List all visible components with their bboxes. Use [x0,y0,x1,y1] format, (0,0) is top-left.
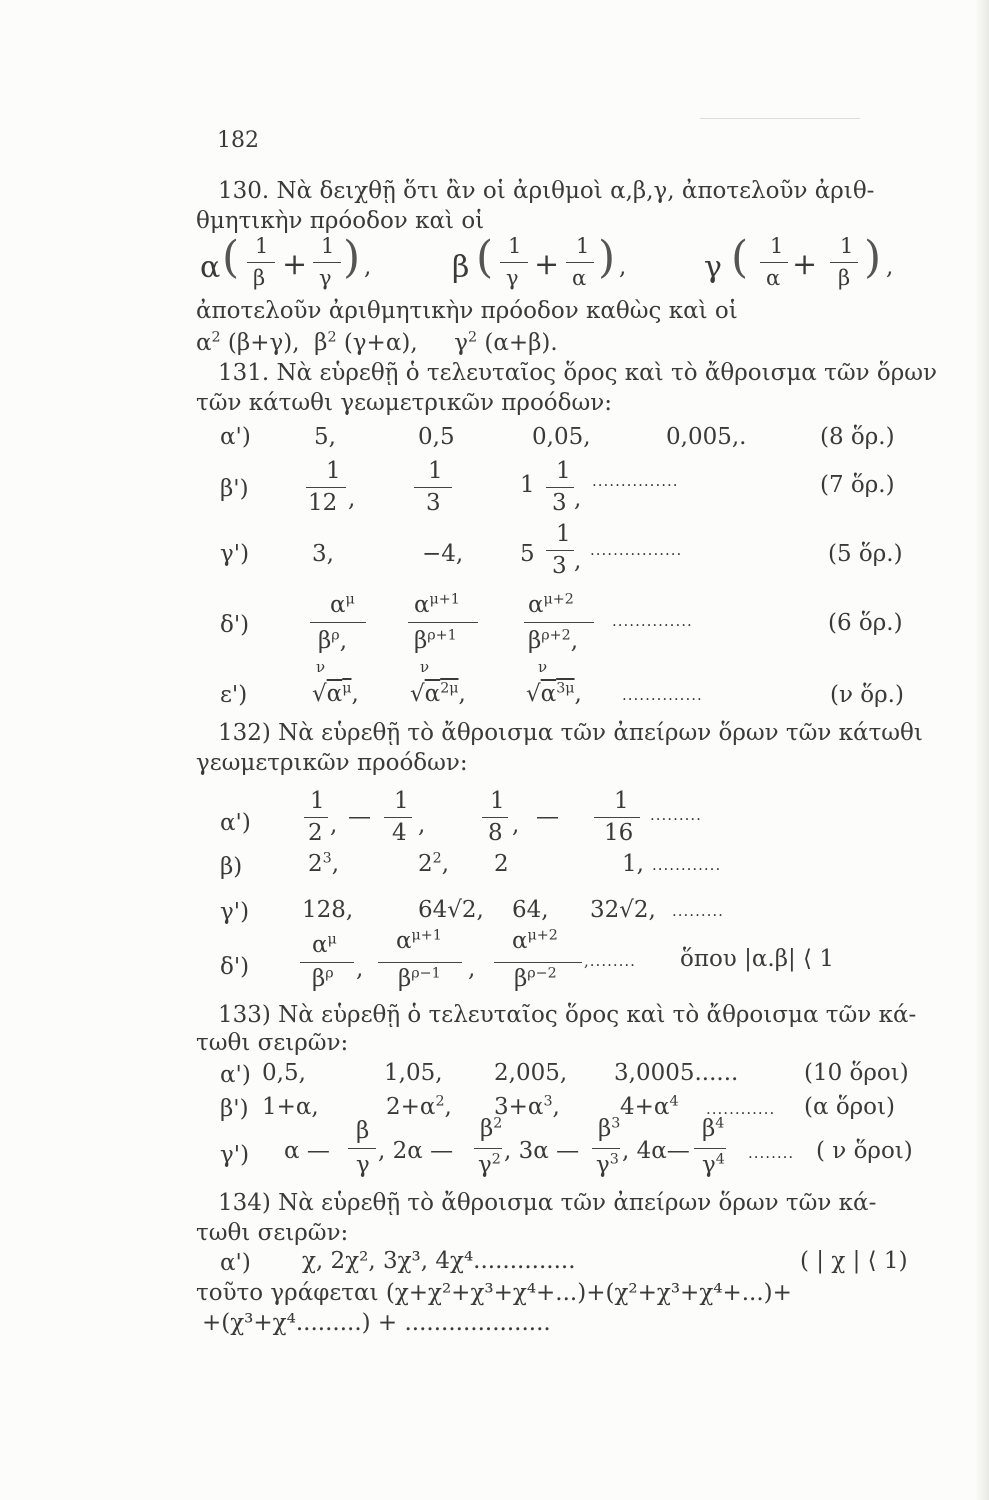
term-count: (5 ὅρ.) [828,541,903,567]
radical-term: $√\alpha^{2\mu}$, [410,680,466,707]
denominator: $\beta^{\rho+1}$ [414,627,457,654]
numerator: 1 [508,234,522,258]
p131-line2: τῶν κάτωθι γεωμετρικῶν προόδων: [196,390,612,416]
denominator: 8 [488,820,503,846]
p134-line3: τοῦτο γράφεται (χ+χ²+χ³+χ⁴+...)+(χ²+χ³+χ⁴+...)+ [196,1280,792,1306]
numerator: $\alpha^{\mu+1}$ [396,927,442,954]
item-label: γ') [220,541,250,567]
radical-term: $√\alpha^\mu$, [312,680,359,707]
fraction-bar [474,1148,502,1149]
p132-line1: 132) Νὰ εὑρεθῇ τὸ ἄθροισμα τῶν ἀπείρων ὅρων τῶν κάτωθι [218,720,923,746]
p130-line1: 130. Νὰ δειχθῇ ὅτι ἂν οἱ ἀριθμοὶ α,β,γ, ἀποτελοῦν ἀριθ- [218,178,875,204]
paren-right: ) [598,232,616,283]
item-label: β') [220,476,249,502]
fraction-bar [378,962,462,963]
plus-sign: + [534,247,560,282]
term: 1+α, [262,1094,319,1120]
item-label: α') [220,810,251,836]
item-label: α') [220,1250,251,1276]
term: 1,05, [384,1060,443,1086]
paren-right: ) [343,232,361,283]
p132-line2: γεωμετρικῶν προόδων: [196,750,468,776]
ellipsis: .............. [612,612,693,630]
numerator: 1 [321,234,335,258]
fraction-bar [313,262,341,263]
denominator: $\beta^{\rho-1}$ [398,965,441,992]
term: 64, [512,897,549,923]
term: 1, [622,851,644,877]
term: , 3α — [504,1138,580,1164]
fraction-bar [760,262,788,263]
term: $4+\alpha^4$ [620,1093,679,1120]
item-label: β) [220,854,243,880]
denominator: 3 [552,553,567,579]
term-count: (8 ὅρ.) [820,424,895,450]
coef-alpha: α [200,250,221,285]
denominator: α [572,266,587,290]
numerator: $\beta^4$ [702,1115,725,1142]
denominator: β [253,266,266,290]
term: $2+\alpha^2$, [386,1093,452,1120]
plus-sign: + [282,247,308,282]
denominator: 3 [552,490,567,516]
whole-part: 5 [520,541,535,567]
term-count: (7 ὅρ.) [820,472,895,498]
term: 2,005, [494,1060,568,1086]
denominator: γ [356,1152,370,1178]
fraction-bar [300,962,354,963]
ellipsis: ................ [590,541,683,559]
condition: ὅπου |α.β| ⟨ 1 [680,946,834,972]
term-count: ( ν ὅροι) [816,1138,913,1164]
paren-left: ( [731,232,749,283]
item-label: γ') [220,899,250,925]
term: 0,05, [532,424,591,450]
denominator: γ [319,266,332,290]
numerator: β [356,1118,370,1144]
numerator: 1 [556,458,571,484]
fraction-bar [306,487,346,488]
p130-line4: $\alpha^2$ (β+γ), $\beta^2$ (γ+α), $\gamma^2$ (α+β). [196,329,558,356]
paren-left: ( [222,232,240,283]
root-index: ν [538,658,548,676]
fraction-bar [310,622,366,623]
numerator: $\alpha^{\mu+2}$ [528,591,574,618]
numerator: 1 [576,234,590,258]
term-count: (10 ὅροι) [804,1060,909,1086]
page-number: 182 [217,128,259,153]
numerator: 1 [614,788,629,814]
coef-gamma: γ [704,250,722,285]
term: 3, [312,541,334,567]
root-index: ν [316,658,326,676]
paren-right: ) [864,232,882,283]
p130-line3: ἀποτελοῦν ἀριθμητικὴν πρόοδον καθὼς καὶ οἱ [196,298,738,324]
numerator: 1 [394,788,409,814]
denominator: γ [506,266,519,290]
denominator: $\gamma^2$ [478,1151,501,1178]
p134-line4: +(χ³+χ⁴.........) + .................... [202,1310,551,1336]
denominator: 16 [604,820,634,846]
p134-line2: τωθι σειρῶν: [196,1220,349,1246]
fraction-bar [694,1148,726,1149]
p130-line2: θμητικὴν πρόοδον καὶ οἱ [196,208,485,234]
term: 2 [494,851,509,877]
paren-left: ( [476,232,494,283]
numerator: 1 [326,458,341,484]
scan-edge [975,0,989,1500]
ellipsis: ......... [672,902,724,920]
condition: ( | χ | ⟨ 1) [800,1248,908,1274]
denominator: β [838,266,851,290]
fraction-bar [384,817,412,818]
fraction-bar [500,262,528,263]
fraction-bar [348,1148,376,1149]
fraction-bar [546,550,574,551]
comma: , [512,812,520,838]
term: −4, [422,541,464,567]
p134-line1: 134) Νὰ εὑρεθῇ τὸ ἄθροισμα τῶν ἀπείρων ὅρων τῶν κά- [218,1190,877,1216]
fraction-bar [494,962,582,963]
denominator: $\beta^{\rho-2}$ [514,965,557,992]
numerator: 1 [840,234,854,258]
term: α — [284,1138,330,1164]
comma: , [574,486,582,512]
term: , 4α— [622,1138,690,1164]
term: 64√2, [418,897,484,923]
term: , 2α — [378,1138,454,1164]
denominator: $\beta^\rho$, [318,627,347,654]
numerator: 1 [490,788,505,814]
ellipsis: .............. [622,686,703,704]
numerator: 1 [556,521,571,547]
term: $2^3$, [308,850,340,877]
comma: , [364,254,372,280]
numerator: $\alpha^{\mu+2}$ [512,927,558,954]
denominator: $\beta^{\rho+2}$, [528,627,578,654]
ellipsis: ............ [706,1100,776,1118]
denominator: 3 [426,490,441,516]
term: 32√2, [590,897,656,923]
item-label: α') [220,424,251,450]
term: 0,005,. [666,424,747,450]
root-index: ν [420,658,430,676]
term: 3,0005...... [614,1060,739,1086]
numerator: $\alpha^{\mu+1}$ [414,591,460,618]
radical-term: $√\alpha^{3\mu}$, [526,680,582,707]
comma: , [619,254,627,280]
denominator: $\gamma^4$ [702,1151,725,1178]
comma: , [468,956,476,982]
term: 0,5 [418,424,455,450]
ellipsis: ,........ [584,952,636,970]
denominator: 2 [308,820,323,846]
denominator: α [766,266,781,290]
numerator: 1 [310,788,325,814]
numerator: $\alpha^\mu$ [330,591,355,618]
fraction-bar [247,262,275,263]
ellipsis: ............ [652,856,722,874]
item-label: ε') [220,682,248,708]
p133-line2: τωθι σειρῶν: [196,1030,349,1056]
denominator: 12 [308,490,338,516]
numerator: $\beta^3$ [598,1115,621,1142]
fraction-bar [414,487,452,488]
comma: , [574,548,582,574]
comma: , [886,254,894,280]
denominator: 4 [392,820,407,846]
item-label: α') [220,1062,251,1088]
term: 0,5, [262,1060,306,1086]
numerator: $\beta^2$ [480,1115,503,1142]
denominator: $\gamma^3$ [596,1151,619,1178]
p133-line1: 133) Νὰ εὑρεθῇ ὁ τελευταῖος ὅρος καὶ τὸ ἄθροισμα τῶν κά- [218,1002,917,1028]
coef-beta: β [452,250,470,285]
fraction-bar [304,817,328,818]
ellipsis: ......... [650,806,702,824]
ellipsis: ............... [592,472,679,490]
fraction-bar [482,817,508,818]
term-count: (ν ὅρ.) [830,682,904,708]
fraction-bar [524,622,594,623]
fraction-bar [592,1148,620,1149]
term-count: (6 ὅρ.) [828,610,903,636]
item-label: γ') [220,1142,250,1168]
numerator: $\alpha^\mu$ [312,931,337,958]
denominator: $\beta^\rho$ [312,965,334,992]
item-label: β') [220,1096,249,1122]
minus-sign: — [536,804,559,830]
minus-sign: — [348,804,371,830]
numerator: 1 [428,458,443,484]
series-terms: χ, 2χ², 3χ³, 4χ⁴.............. [302,1248,576,1274]
term: 5, [314,424,336,450]
fraction-bar [408,622,478,623]
term-count: (α ὅροι) [804,1094,896,1120]
item-label: δ') [220,954,250,980]
term: $3+\alpha^3$, [494,1093,560,1120]
fraction-bar [830,262,858,263]
fraction-bar [566,262,594,263]
fraction-bar [594,817,640,818]
whole-part: 1 [520,472,535,498]
comma: , [348,486,356,512]
term: $2^2$, [418,850,450,877]
p131-line1: 131. Νὰ εὑρεθῇ ὁ τελευταῖος ὅρος καὶ τὸ ἄθροισμα τῶν ὅρων [218,360,938,386]
fraction-bar [546,487,574,488]
ellipsis: ........ [748,1144,795,1162]
numerator: 1 [770,234,784,258]
numerator: 1 [255,234,269,258]
comma: , [356,956,364,982]
comma: , [418,812,426,838]
comma: , [330,812,338,838]
term: 128, [302,897,354,923]
item-label: δ') [220,612,250,638]
plus-sign: + [792,247,818,282]
